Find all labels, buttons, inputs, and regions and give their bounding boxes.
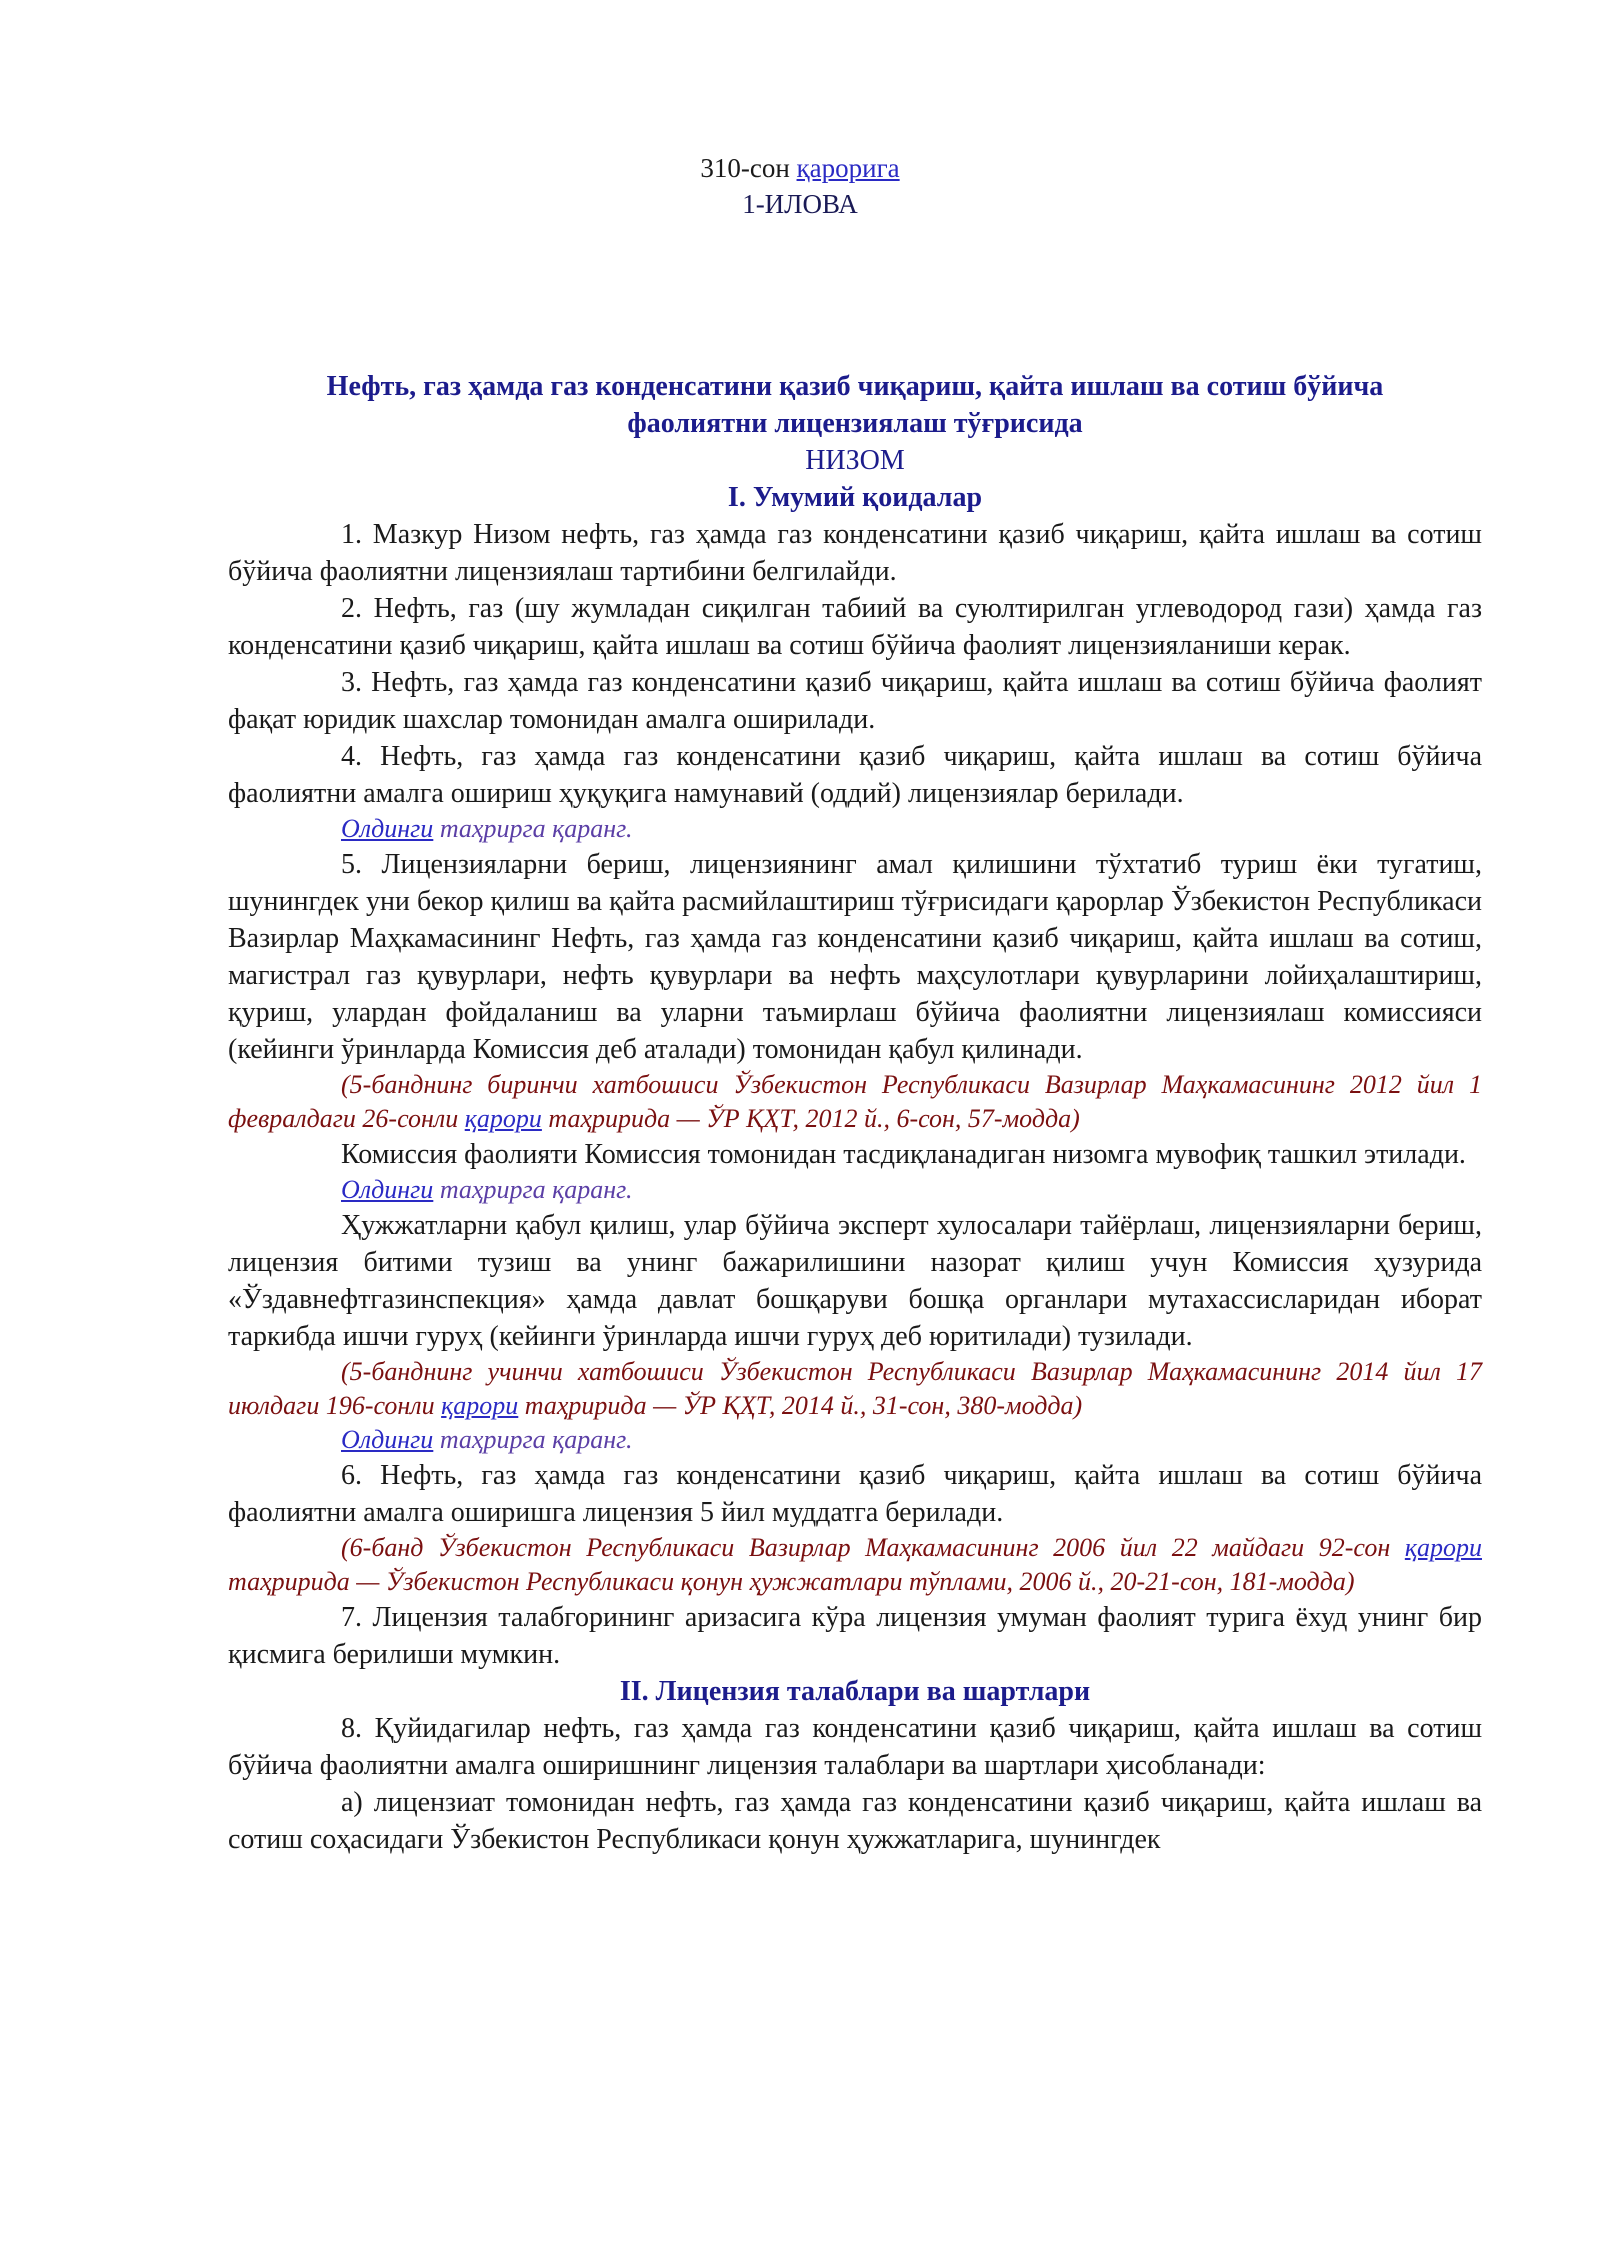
paragraph-6: 6. Нефть, газ ҳамда газ конденсатини қазиб чиқариш, қайта ишлаш ва сотиш бўйича фаолиятни амалга оширишга лицензия 5 йил муддатга берилади. — [228, 1460, 1482, 1528]
amendment-note-2-link[interactable]: қарори — [441, 1391, 519, 1420]
previous-edition-link[interactable]: Олдинги — [341, 1425, 434, 1454]
paragraph-5-third: Ҳужжатларни қабул қилиш, улар бўйича эксперт хулосалари тайёрлаш, лицензияларни бериш, лицензия битими тузиш ва унинг бажарилишини назорат қилиш учун Комиссия ҳузурида «Ўздавнефтгазинспекция» ҳамда давлат бошқаруви бошқа органлари мутахассисларидан иборат таркибда ишчи гуруҳ (кейинги ўринларда ишчи гуруҳ деб юритилади) тузилади. — [228, 1210, 1482, 1352]
previous-edition-note — [228, 1173, 1482, 1207]
document-title-line-1: Нефть, газ ҳамда газ конденсатини қазиб чиқариш, қайта ишлаш ва сотиш бўйича — [326, 371, 1384, 402]
paragraph-2: 2. Нефть, газ (шу жумладан сиқилган табиий ва суюлтирилган углеводород гази) ҳамда газ конденсатини қазиб чиқариш, қайта ишлаш ва сотиш бўйича фаолият лицензияланиши керак. — [228, 593, 1482, 661]
section-heading-license-requirements: II. Лицензия талаблари ва шартлари — [619, 1676, 1091, 1707]
paragraph-5: 5. Лицензияларни бериш, лицензиянинг амал қилишини тўхтатиб туриш ёки тугатиш, шунингдек уни бекор қилиш ва қайта расмийлаштириш тўғрисидаги қарорлар Ўзбекистон Республикаси Вазирлар Маҳкамасининг Нефть, газ ҳамда газ конденсатини қазиб чиқариш, қайта ишлаш ва сотиш, магистрал газ қувурлари, нефть қувурлари ва нефть маҳсулотлари қувурларини лойиҳалаштириш, қуриш, улардан фойдаланиш ва уларни таъмирлаш бўйича фаолиятни лицензиялаш комиссияси (кейинги ўринларда Комиссия деб аталади) томонидан қабул қилинади. — [228, 849, 1482, 1065]
amendment-note-1-link[interactable]: қарори — [464, 1104, 542, 1133]
document-subtitle: НИЗОМ — [805, 445, 905, 476]
amendment-note-3 — [228, 1531, 1482, 1599]
paragraph-7: 7. Лицензия талабгорининг аризасига кўра лицензия умуман фаолият турига ёхуд унинг бир қисмига берилиши мумкин. — [228, 1602, 1482, 1670]
amendment-note-1-text: (5-банднинг биринчи хатбошиси Ўзбекистон Республикаси Вазирлар Маҳкамасининг 2012 йил 1 февралдаги 26-сонли — [228, 1070, 1482, 1133]
previous-edition-text: таҳрирга қаранг. — [433, 1425, 633, 1454]
paragraph-5-second: Комиссия фаолияти Комиссия томонидан тасдиқланадиган низомга мувофиқ ташкил этилади. — [341, 1139, 1466, 1170]
amendment-note-3-text: (6-банд Ўзбекистон Республикаси Вазирлар Маҳкамасининг 2006 йил 22 майдаги 92-сон — [341, 1533, 1405, 1562]
paragraph-4: 4. Нефть, газ ҳамда газ конденсатини қазиб чиқариш, қайта ишлаш ва сотиш бўйича фаолиятни амалга ошириш ҳуқуқига намунавий (оддий) лицензиялар берилади. — [228, 741, 1482, 809]
paragraph-8-item-a: а) лицензиат томонидан нефть, газ ҳамда газ конденсатини қазиб чиқариш, қайта ишлаш ва сотиш соҳасидаги Ўзбекистон Республикаси қонун ҳужжатларига, шунингдек — [228, 1787, 1482, 1855]
decree-reference-number: 310-сон — [700, 153, 797, 183]
amendment-note-1-source: таҳририда — ЎР ҚҲТ, 2012 й., 6-сон, 57-модда) — [541, 1104, 1080, 1133]
previous-edition-text: таҳрирга қаранг. — [433, 814, 633, 843]
paragraph-8: 8. Қуйидагилар нефть, газ ҳамда газ конденсатини қазиб чиқариш, қайта ишлаш ва сотиш бўйича фаолиятни амалга оширишнинг лицензия талаблари ва шартлари ҳисобланади: — [228, 1713, 1482, 1781]
document-title — [228, 368, 1482, 442]
previous-edition-note — [228, 1423, 1482, 1457]
document-body — [228, 368, 1482, 1858]
previous-edition-text: таҳрирга қаранг. — [433, 1175, 633, 1204]
amendment-note-2-source: таҳририда — ЎР ҚҲТ, 2014 й., 31-сон, 380-модда) — [518, 1391, 1083, 1420]
document-header — [0, 150, 1600, 222]
document-title-line-2: фаолиятни лицензиялаш тўғрисида — [627, 408, 1083, 439]
amendment-note-2-text: (5-банднинг учинчи хатбошиси Ўзбекистон Республикаси Вазирлар Маҳкамасининг 2014 йил 17 июлдаги 196-сонли — [228, 1357, 1482, 1420]
previous-edition-link[interactable]: Олдинги — [341, 1175, 434, 1204]
decree-reference-link[interactable]: қарорига — [796, 153, 900, 183]
previous-edition-link[interactable]: Олдинги — [341, 814, 434, 843]
amendment-note-3-link[interactable]: қарори — [1404, 1533, 1482, 1562]
previous-edition-note — [228, 812, 1482, 846]
paragraph-1: 1. Мазкур Низом нефть, газ ҳамда газ конденсатини қазиб чиқариш, қайта ишлаш ва сотиш бўйича фаолиятни лицензиялаш тартибини белгилайди. — [228, 519, 1482, 587]
amendment-note-1 — [228, 1068, 1482, 1136]
annex-label: 1-ИЛОВА — [742, 189, 858, 219]
paragraph-3: 3. Нефть, газ ҳамда газ конденсатини қазиб чиқариш, қайта ишлаш ва сотиш бўйича фаолият фақат юридик шахслар томонидан амалга оширилади. — [228, 667, 1482, 735]
section-heading-general-provisions: I. Умумий қоидалар — [727, 482, 983, 513]
amendment-note-3-source: таҳририда — Ўзбекистон Республикаси қонун ҳужжатлари тўплами, 2006 й., 20-21-сон, 181-модда) — [228, 1567, 1355, 1596]
amendment-note-2 — [228, 1355, 1482, 1423]
decree-reference — [0, 150, 1600, 186]
